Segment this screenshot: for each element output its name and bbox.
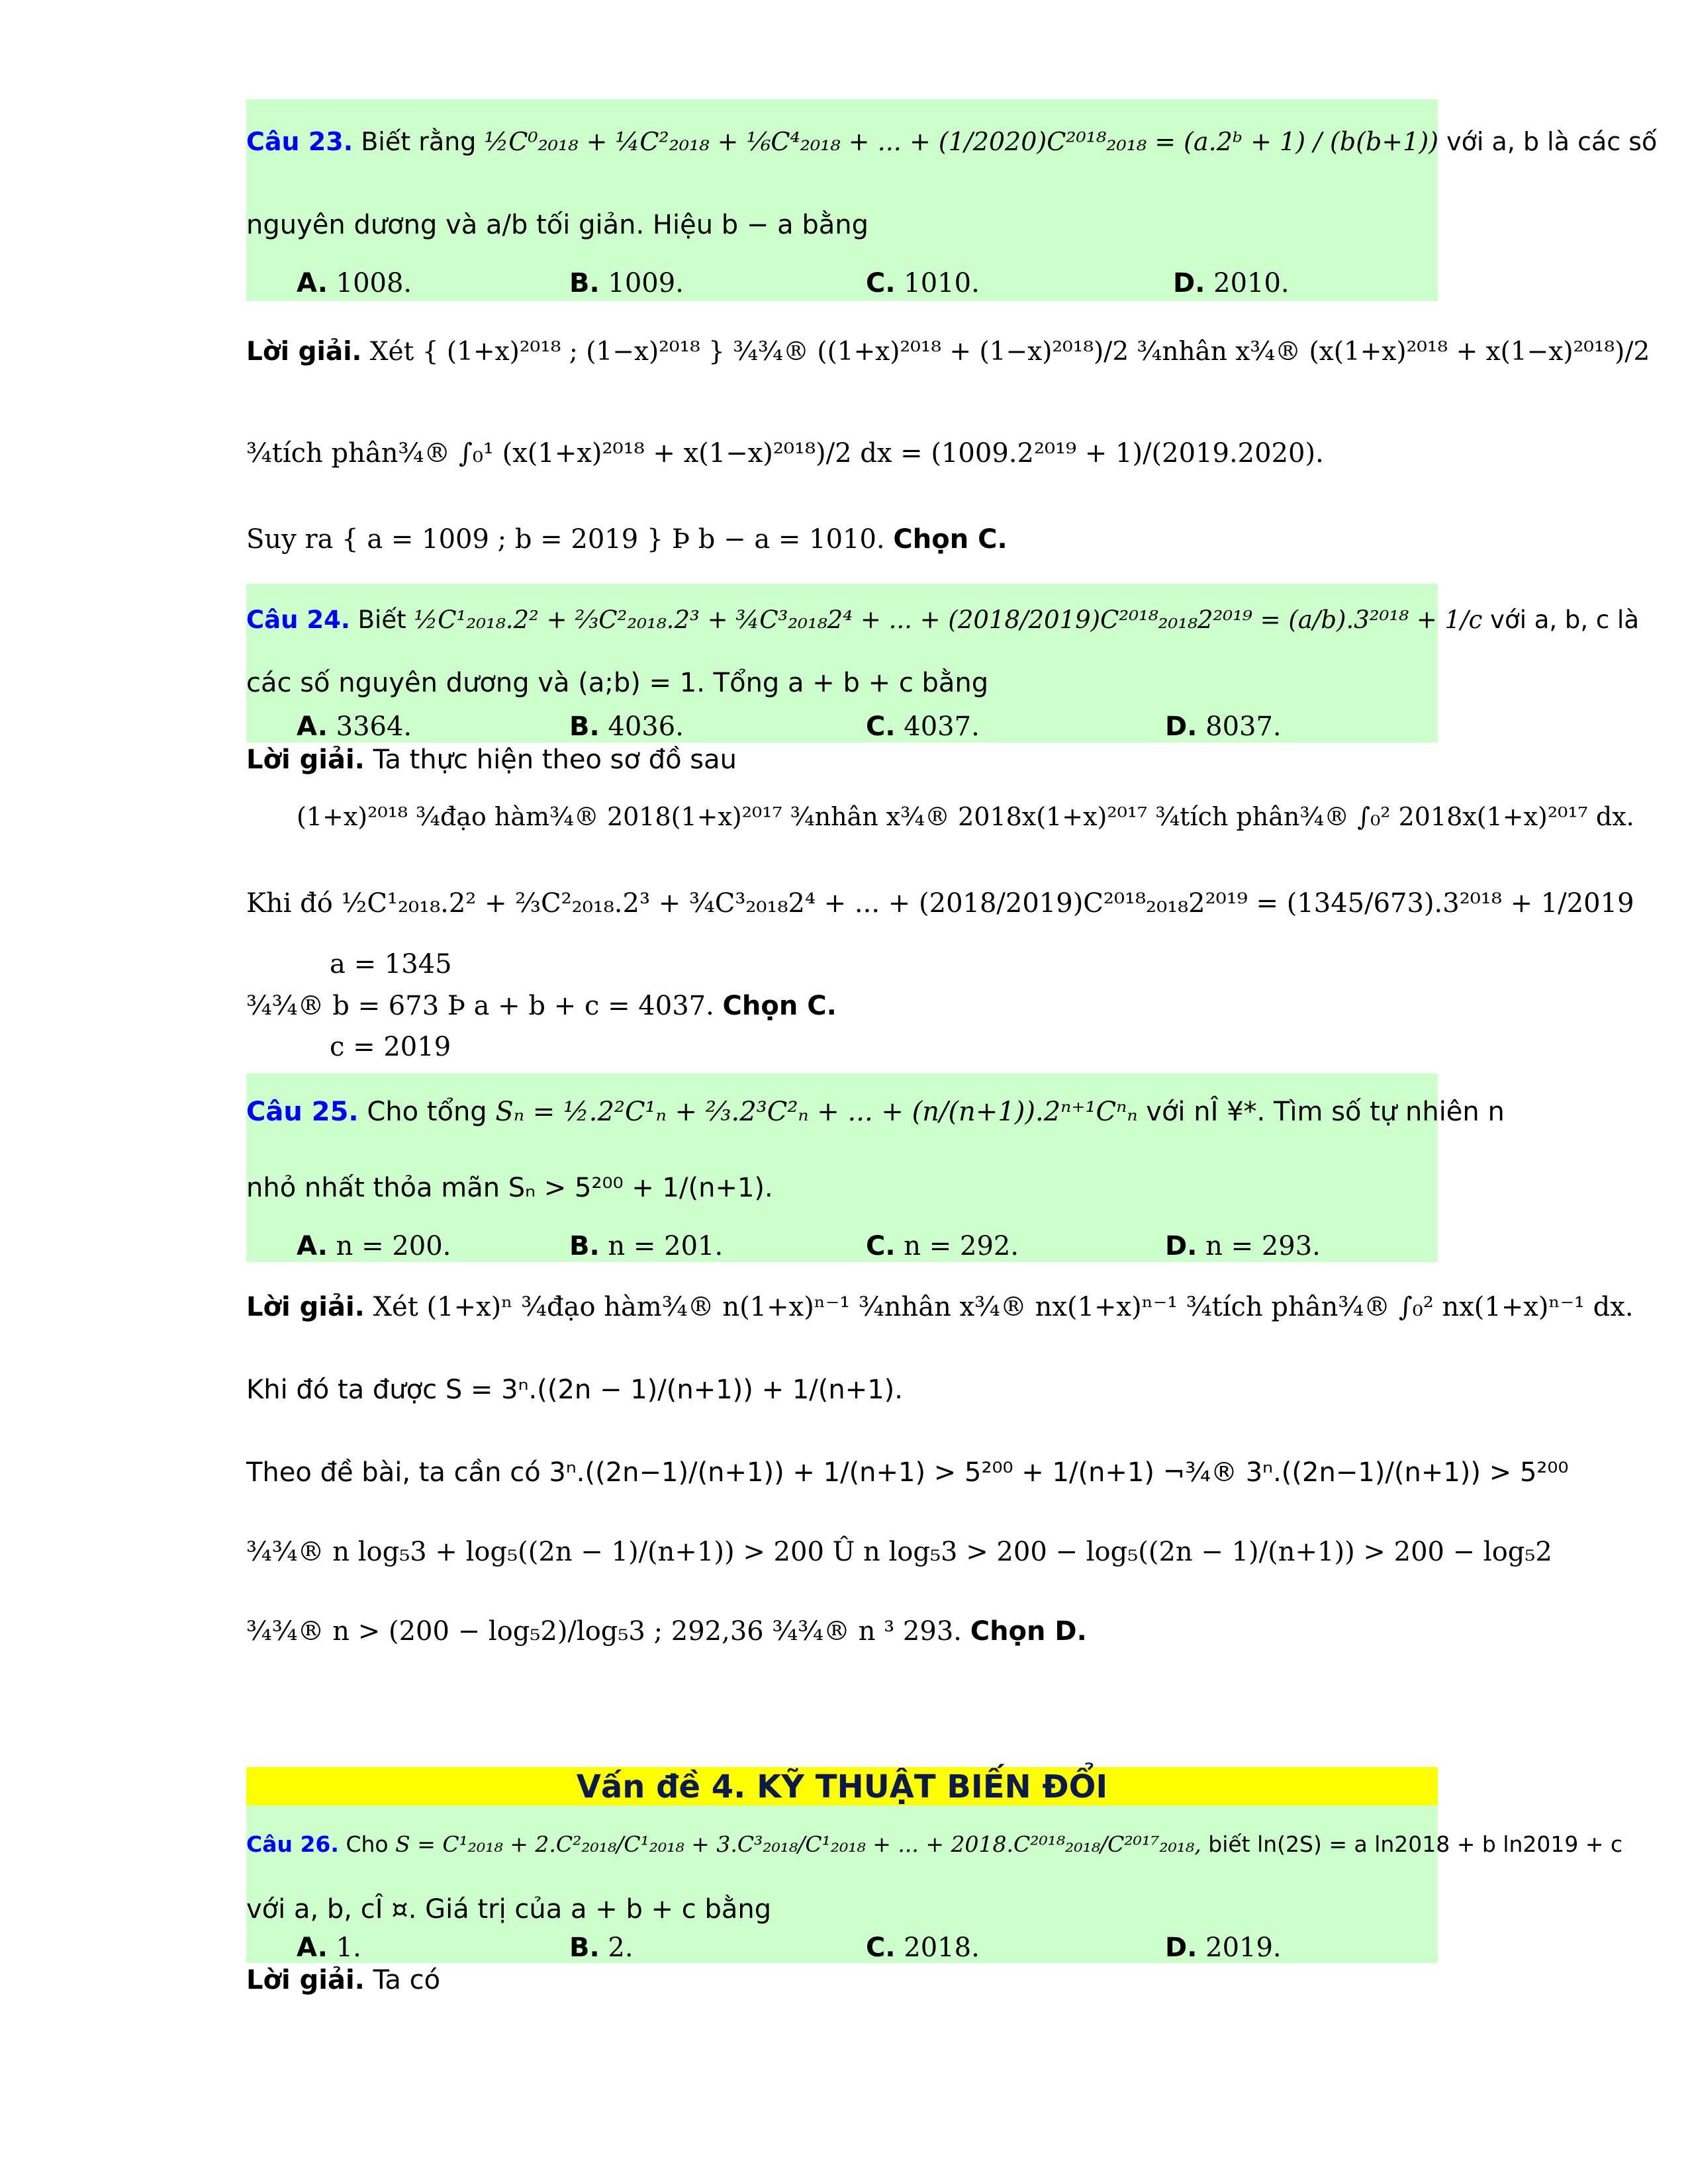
q26-stem-formula: S = C¹₂₀₁₈ + 2.C²₂₀₁₈/C¹₂₀₁₈ + 3.C³₂₀₁₈/C¹₂₀₁₈ + ... + 2018.C²⁰¹⁸₂₀₁₈/C²⁰¹⁷₂₀₁₈, <box>395 1831 1201 1857</box>
q24-option-d[interactable]: D. 8037. <box>1165 711 1282 742</box>
q26-line-2: với a, b, cÎ ¤. Giá trị của a + b + c bằng <box>246 1894 772 1925</box>
q24-solution-4c: c = 2019 <box>330 1032 451 1062</box>
q26-option-a[interactable]: A. 1. <box>297 1933 361 1963</box>
q23-stem-pre: Biết rằng <box>361 127 477 156</box>
q25-stem-formula: Sₙ = ½.2²C¹ₙ + ⅔.2³C²ₙ + ... + (n/(n+1)).2ⁿ⁺¹Cⁿₙ <box>495 1097 1138 1127</box>
q26-line-1: Câu 26. Cho S = C¹₂₀₁₈ + 2.C²₂₀₁₈/C¹₂₀₁₈ + 3.C³₂₀₁₈/C¹₂₀₁₈ + ... + 2018.C²⁰¹⁸₂₀₁₈/C²⁰¹⁷₂₀₁₈, biết ln(2S) = a ln2018 + b ln2019 + c <box>246 1831 1623 1857</box>
q23-option-b[interactable]: B. 1009. <box>569 268 684 298</box>
q25-label: Câu 25. <box>246 1097 359 1127</box>
q23-stem-2: nguyên dương và a/b tối giản. Hiệu b − a bằng <box>246 210 868 240</box>
q23-line-2 <box>246 212 868 238</box>
q24-solution-label: Lời giải. <box>246 745 365 775</box>
q25-solution-4: ¾¾® n log₅3 + log₅((2n − 1)/(n+1)) > 200 Û n log₅3 > 200 − log₅((2n − 1)/(n+1)) > 200 − log₅2 <box>246 1537 1552 1567</box>
q26-label: Câu 26. <box>246 1831 339 1857</box>
q24-option-a[interactable]: A. 3364. <box>297 711 412 742</box>
q25-line-1: Câu 25. Cho tổng Sₙ = ½.2²C¹ₙ + ⅔.2³C²ₙ + ... + (n/(n+1)).2ⁿ⁺¹Cⁿₙ với nÎ ¥*. Tìm số tự nhiên n <box>246 1097 1505 1127</box>
q25-option-b[interactable]: B. n = 201. <box>569 1231 724 1261</box>
q24-solution-4a: a = 1345 <box>330 949 452 979</box>
q24-solution-4b: ¾¾® b = 673 Þ a + b + c = 4037. Chọn C. <box>246 991 837 1021</box>
q26-option-b[interactable]: B. 2. <box>569 1933 633 1963</box>
q26-option-d[interactable]: D. 2019. <box>1165 1933 1282 1963</box>
q26-option-c[interactable]: C. 2018. <box>866 1933 980 1963</box>
q25-option-c[interactable]: C. n = 292. <box>866 1231 1019 1261</box>
q24-stem-formula: ½C¹₂₀₁₈.2² + ⅔C²₂₀₁₈.2³ + ¾C³₂₀₁₈2⁴ + ... + (2018/2019)C²⁰¹⁸₂₀₁₈2²⁰¹⁹ = (a/b).3²⁰¹⁸ + 1/c <box>414 606 1483 634</box>
q23-option-a[interactable]: A. 1008. <box>297 268 412 298</box>
q24-option-c[interactable]: C. 4037. <box>866 711 980 742</box>
q23-option-d[interactable]: D. 2010. <box>1173 268 1289 298</box>
q24-label: Câu 24. <box>246 606 350 634</box>
q26-solution-1: Lời giải. Ta có <box>246 1965 441 1995</box>
q23-option-c[interactable]: C. 1010. <box>866 268 980 298</box>
q24-solution-3: Khi đó ½C¹₂₀₁₈.2² + ⅔C²₂₀₁₈.2³ + ¾C³₂₀₁₈2⁴ + ... + (2018/2019)C²⁰¹⁸₂₀₁₈2²⁰¹⁹ = (1345/673).3²⁰¹⁸ + 1/2019 <box>246 888 1634 919</box>
q25-solution-1: Lời giải. Xét (1+x)ⁿ ¾đạo hàm¾® n(1+x)ⁿ⁻¹ ¾nhân x¾® nx(1+x)ⁿ⁻¹ ¾tích phân¾® ∫₀² nx(1+x)ⁿ⁻¹ dx. <box>246 1292 1634 1322</box>
q23-stem-post: với a, b là các số <box>1446 127 1658 156</box>
q23-line-1 <box>246 129 1657 154</box>
q25-option-d[interactable]: D. n = 293. <box>1165 1231 1321 1261</box>
q24-option-b[interactable]: B. 4036. <box>569 711 684 742</box>
q25-solution-3: Theo đề bài, ta cần có 3ⁿ.((2n−1)/(n+1)) + 1/(n+1) > 5²⁰⁰ + 1/(n+1) ¬¾® 3ⁿ.((2n−1)/(n+1)) > 5²⁰⁰ <box>246 1457 1569 1488</box>
q24-line-1: Câu 24. Biết ½C¹₂₀₁₈.2² + ⅔C²₂₀₁₈.2³ + ¾C³₂₀₁₈2⁴ + ... + (2018/2019)C²⁰¹⁸₂₀₁₈2²⁰¹⁹ = (a/b).3²⁰¹⁸ + 1/c với a, b, c là <box>246 606 1639 634</box>
q25-answer: Chọn D. <box>970 1616 1087 1647</box>
section-title: Vấn đề 4. KỸ THUẬT BIẾN ĐỔI <box>576 1768 1108 1805</box>
q24-line-2: các số nguyên dương và (a;b) = 1. Tổng a + b + c bằng <box>246 668 989 698</box>
q24-answer: Chọn C. <box>722 991 837 1021</box>
q26-solution-label: Lời giải. <box>246 1965 365 1995</box>
q23-stem-formula: ½C⁰₂₀₁₈ + ¼C²₂₀₁₈ + ⅙C⁴₂₀₁₈ + ... + (1/2020)C²⁰¹⁸₂₀₁₈ = (a.2ᵇ + 1) / (b(b+1)) <box>484 127 1439 156</box>
q23-solution-2: ¾tích phân¾® ∫₀¹ (x(1+x)²⁰¹⁸ + x(1−x)²⁰¹⁸)/2 dx = (1009.2²⁰¹⁹ + 1)/(2019.2020). <box>246 438 1324 469</box>
q23-solution-3: Suy ra { a = 1009 ; b = 2019 } Þ b − a = 1010. Chọn C. <box>246 524 1008 555</box>
q24-solution-2: (1+x)²⁰¹⁸ ¾đạo hàm¾® 2018(1+x)²⁰¹⁷ ¾nhân x¾® 2018x(1+x)²⁰¹⁷ ¾tích phân¾® ∫₀² 2018x(1+x)²⁰¹⁷ dx. <box>297 802 1634 831</box>
q23-solution-1: Lời giải. Xét { (1+x)²⁰¹⁸ ; (1−x)²⁰¹⁸ } ¾¾® ((1+x)²⁰¹⁸ + (1−x)²⁰¹⁸)/2 ¾nhân x¾® (x(1+x)²⁰¹⁸ + x(1−x)²⁰¹⁸)/2 <box>246 337 1650 367</box>
q25-solution-2: Khi đó ta được S = 3ⁿ.((2n − 1)/(n+1)) + 1/(n+1). <box>246 1375 903 1405</box>
q23-solution-label: Lời giải. <box>246 337 362 367</box>
q25-solution-5: ¾¾® n > (200 − log₅2)/log₅3 ; 292,36 ¾¾® n ³ 293. Chọn D. <box>246 1616 1087 1647</box>
q25-line-2: nhỏ nhất thỏa mãn Sₙ > 5²⁰⁰ + 1/(n+1). <box>246 1173 773 1203</box>
q24-solution-1: Lời giải. Ta thực hiện theo sơ đồ sau <box>246 745 737 775</box>
q23-answer: Chọn C. <box>893 524 1008 555</box>
q23-label: Câu 23. <box>246 127 353 156</box>
q25-solution-label: Lời giải. <box>246 1292 365 1322</box>
q25-option-a[interactable]: A. n = 200. <box>297 1231 451 1261</box>
